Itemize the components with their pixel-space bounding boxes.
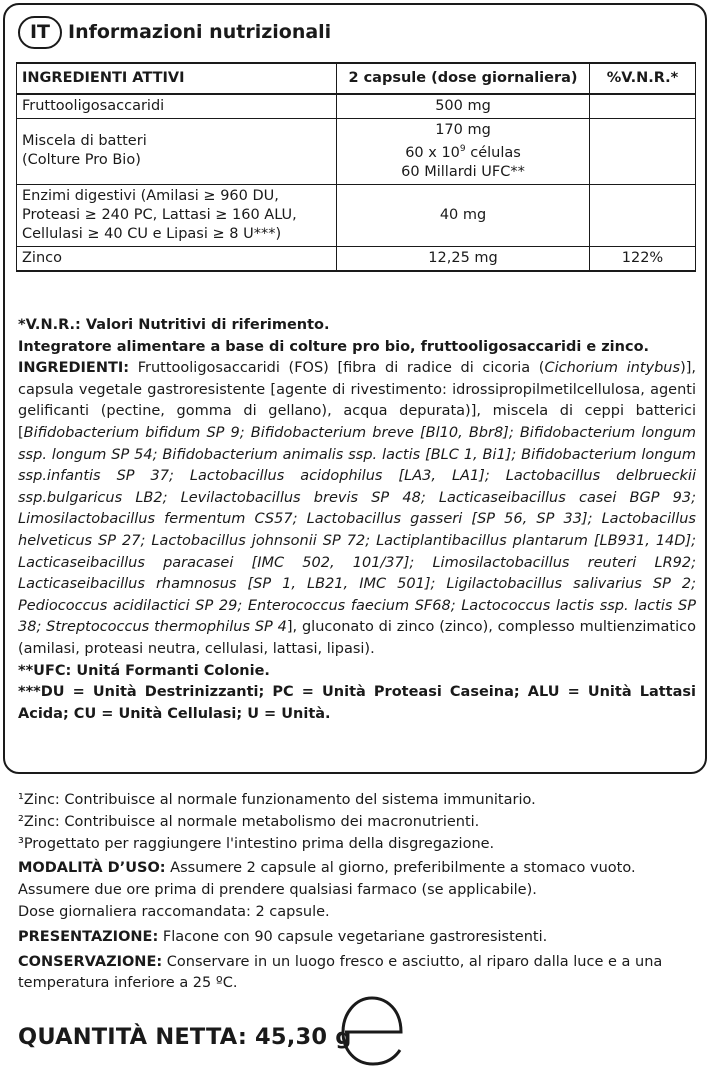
amount-line: 170 mg (435, 122, 491, 138)
ingredient-vnr (589, 184, 695, 246)
estimated-sign-icon (337, 990, 409, 1068)
column-header-daily-dose: 2 capsule (dose giornaliera) (337, 63, 590, 94)
table-header-row (17, 63, 696, 94)
amount-exponent: 9 (459, 144, 466, 154)
ingredient-amount: 40 mg (337, 184, 590, 246)
ingredient-amount: 12,25 mg (337, 246, 590, 271)
panel-header (18, 12, 331, 52)
ingredient-vnr (589, 94, 695, 119)
presentation-paragraph (18, 927, 698, 949)
storage-label: CONSERVAZIONE: (18, 953, 163, 970)
bacterial-strains: Bifidobacterium bifidum SP 9; Bifidobacterium breve [Bl10, Bbr8]; Bifidobacterium longum ssp. longum SP 54; Bifidobacterium animalis ssp. lactis [BLC 1, Bi1]; Bifidobacterium longum ssp.infantis SP 37; Lactobacillus acidophilus [LA3, LA1]; Lactobacillus delbrueckii ssp.bulgaricus LB2; Levilactobacillus brevis SP 48; Lacticaseibacillus casei BGP 93; Limosilactobacillus fermentum CS57; Lactobacillus gasseri [SP 56, SP 33]; Lactobacillus helveticus SP 27; Lactobacillus johnsonii SP 72; Lactiplantibacillus plantarum [LB931, 14D]; Lacticaseibacillus paracasei [IMC 502, 101/37]; Limosilactobacillus reuteri LR92; Lacticaseibacillus rhamnosus [SP 1, LB21, IMC 501]; Ligilactobacillus salivarius SP 2; Pediococcus acidilactici SP 29; Enterococcus faecium SF68; Lactococcus lactis ssp. lactis SP 38; Streptococcus thermophilus SP 4 (18, 424, 696, 636)
panel-title: Informazioni nutrizionali (68, 21, 332, 43)
amount-base: 60 x 10 (405, 144, 460, 161)
claim-immune: ¹Zinc: Contribuisce al normale funzionamento del sistema immunitario. (18, 792, 536, 808)
ingredient-name: Zinco (17, 246, 337, 271)
ingredient-name: Fruttooligosaccaridi (17, 94, 337, 119)
amount-line (342, 140, 584, 163)
ingredients-text: Fruttooligosaccaridi (FOS) [fibra di radice di cicoria ( (129, 360, 545, 377)
usage-label: MODALITÀ D’USO: (18, 860, 166, 877)
ingredient-amount: 500 mg (337, 94, 590, 119)
column-header-ingredients: INGREDIENTI ATTIVI (17, 63, 337, 94)
amount-unit: células (465, 144, 521, 161)
ingredient-vnr: 122% (589, 246, 695, 271)
amount-line: 60 Millardi UFC** (401, 163, 525, 180)
usage-text: Assumere 2 capsule al giorno, preferibilmente a stomaco vuoto. (165, 860, 636, 877)
claim-intestine: ³Progettato per raggiungere l'intestino prima della disgregazione. (18, 835, 495, 852)
units-note: ***DU = Unità Destrinizzanti; PC = Unità Proteasi Caseina; ALU = Unità Lattasi Acida; CU = Unità Cellulasi; U = Unità. (18, 684, 696, 722)
column-header-vnr: %V.N.R.* (589, 63, 695, 94)
footer-block (18, 790, 698, 995)
usage-paragraph (18, 858, 698, 880)
ingredients-paragraph (18, 358, 696, 660)
supplement-description: Integratore alimentare a base di colture pro bio, fruttooligosaccaridi e zinco. (18, 338, 650, 355)
ingredients-text: ], gluconato di zinco (zinco), complesso multienzimatico (amilasi, proteasi neutra, cellulasi, lattasi, lipasi). (18, 619, 696, 657)
storage-paragraph (18, 952, 698, 996)
claim-metabolism: ²Zinc: Contribuisce al normale metabolismo dei macronutrienti. (18, 813, 480, 830)
table-row (17, 184, 696, 246)
ingredient-vnr (589, 119, 695, 185)
storage-text: Conservare in un luogo fresco e asciutto, al riparo dalla luce e a una temperatura inferiore a 25 ºC. (18, 953, 663, 992)
ingredients-species: Cichorium intybus (544, 360, 681, 377)
presentation-text: Flacone con 90 capsule vegetariane gastroresistenti. (158, 928, 548, 945)
ingredient-name: Miscela di batteri (Colture Pro Bio) (17, 119, 337, 185)
net-quantity: QUANTITÀ NETTA: 45,30 g (18, 1024, 352, 1050)
nutrition-table (16, 62, 696, 272)
presentation-label: PRESENTAZIONE: (18, 928, 159, 945)
usage-line: Dose giornaliera raccomandata: 2 capsule. (18, 903, 330, 920)
ingredients-label: INGREDIENTI: (18, 360, 130, 377)
table-row (17, 246, 696, 271)
ufc-note: **UFC: Unitá Formanti Colonie. (18, 662, 270, 679)
ingredients-text: )], capsula vegetale gastroresistente [agente di rivestimento: idrossipropilmetilcellulosa, agenti gelificanti (pectine, gomma di gellano), acqua depurata)], miscela di ceppi batterici [ (18, 360, 696, 441)
vnr-note: *V.N.R.: Valori Nutritivi di riferimento. (18, 317, 330, 333)
ingredient-name: Enzimi digestivi (Amilasi ≥ 960 DU, Proteasi ≥ 240 PC, Lattasi ≥ 160 ALU, Cellulasi ≥ 40 CU e Lipasi ≥ 8 U***) (17, 184, 337, 246)
ingredient-amount (337, 119, 590, 185)
notes-block (18, 315, 696, 725)
usage-line: Assumere due ore prima di prendere qualsiasi farmaco (se applicabile). (18, 882, 537, 899)
table-row (17, 94, 696, 119)
language-badge: IT (18, 16, 62, 49)
table-row (17, 119, 696, 185)
